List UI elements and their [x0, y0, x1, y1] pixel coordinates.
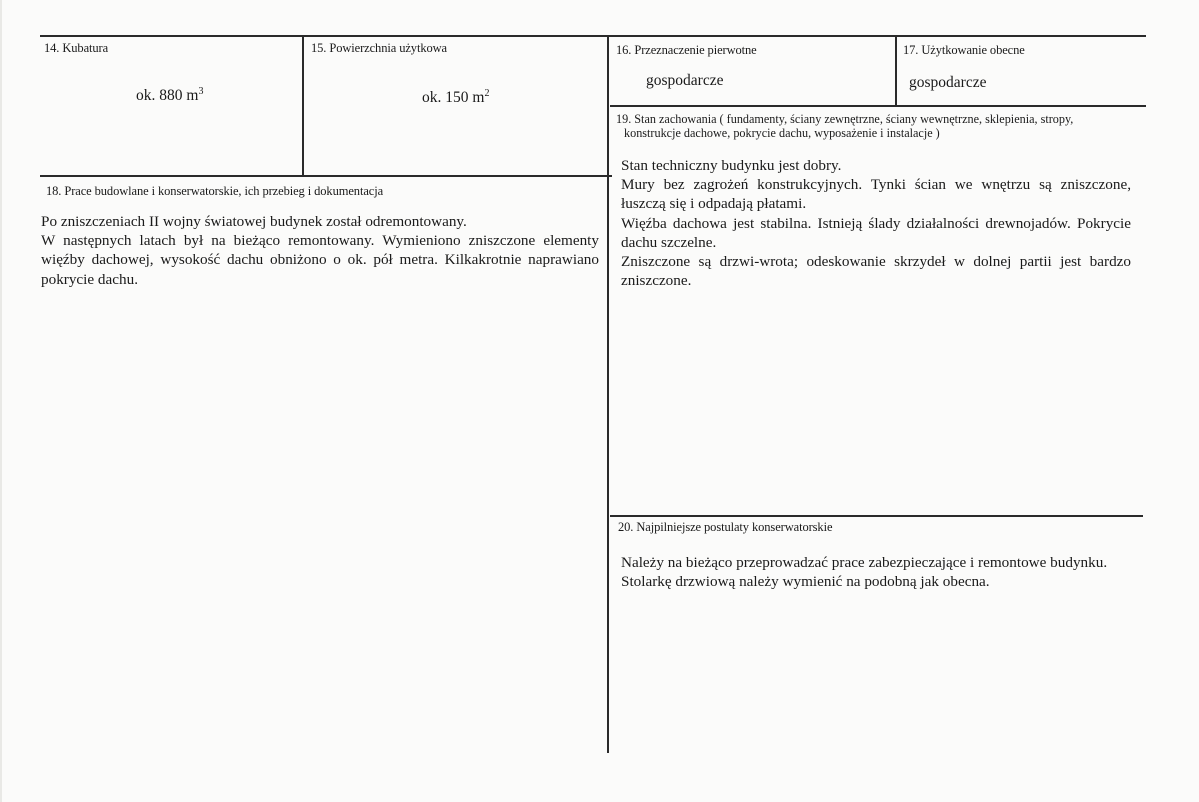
field-18-paragraph: W następnych latach był na bieżąco remontowany. Wymieniono zniszczone elementy więźby dachowej, wysokość dachu obniżono o ok. pół metra. Kilkakrotnie naprawiano pokrycie dachu. [41, 232, 599, 288]
field-19-paragraph: Mury bez zagrożeń konstrukcyjnych. Tynki ścian we wnętrzu są zniszczone, łuszczą się i odpadają płatami. [621, 176, 1131, 213]
field-19-label [616, 112, 1146, 140]
field-14-value-text: ok. 880 m [136, 87, 199, 104]
rule-above-20 [610, 515, 1143, 517]
rule-above-18 [40, 175, 612, 177]
field-19-label-line2: konstrukcje dachowe, pokrycie dachu, wyposażenie i instalacje ) [624, 126, 940, 140]
field-17-label: 17. Użytkowanie obecne [903, 43, 1025, 57]
field-19-label-line1: 19. Stan zachowania ( fundamenty, ściany zewnętrzne, ściany wewnętrzne, sklepienia, stropy, [616, 112, 1074, 126]
field-15-value [422, 88, 489, 107]
scan-edge [0, 0, 2, 802]
field-16-label: 16. Przeznaczenie pierwotne [616, 43, 757, 57]
field-20-paragraph: Stolarkę drzwiową należy wymienić na podobną jak obecna. [621, 573, 990, 591]
field-14-label: 14. Kubatura [44, 41, 109, 55]
field-20-paragraph: Należy na bieżąco przeprowadzać prace zabezpieczające i remontowe budynku. [621, 554, 1108, 571]
divider-14-15 [302, 35, 304, 176]
field-18-text [41, 212, 599, 289]
field-15-value-text: ok. 150 m [422, 89, 485, 106]
field-20-label: 20. Najpilniejsze postulaty konserwatorskie [618, 520, 833, 534]
field-19-paragraph: Stan techniczny budynku jest dobry. [621, 157, 842, 174]
rule-under-16-17 [610, 105, 1146, 107]
divider-16-17 [895, 35, 897, 106]
field-18-label: 18. Prace budowlane i konserwatorskie, ich przebieg i dokumentacja [46, 184, 384, 198]
main-vertical-divider [607, 35, 609, 753]
top-rule [40, 35, 1146, 37]
field-17-value: gospodarcze [909, 74, 987, 91]
field-19-paragraph: Więźba dachowa jest stabilna. Istnieją ślady działalności drewnojadów. Pokrycie dachu szczelne. [621, 214, 1131, 251]
field-15-label: 15. Powierzchnia użytkowa [311, 41, 448, 55]
field-15-value-exponent: 2 [484, 87, 490, 99]
field-14-value-exponent: 3 [198, 85, 204, 97]
field-20-text [621, 553, 1129, 591]
field-19-paragraph: Zniszczone są drzwi-wrota; odeskowanie skrzydeł w dolnej partii jest bardzo zniszczone. [621, 253, 1131, 290]
field-16-value: gospodarcze [646, 72, 724, 89]
field-19-text [621, 156, 1131, 290]
field-18-paragraph: Po zniszczeniach II wojny światowej budynek został odremontowany. [41, 213, 467, 230]
field-14-value [136, 86, 203, 105]
